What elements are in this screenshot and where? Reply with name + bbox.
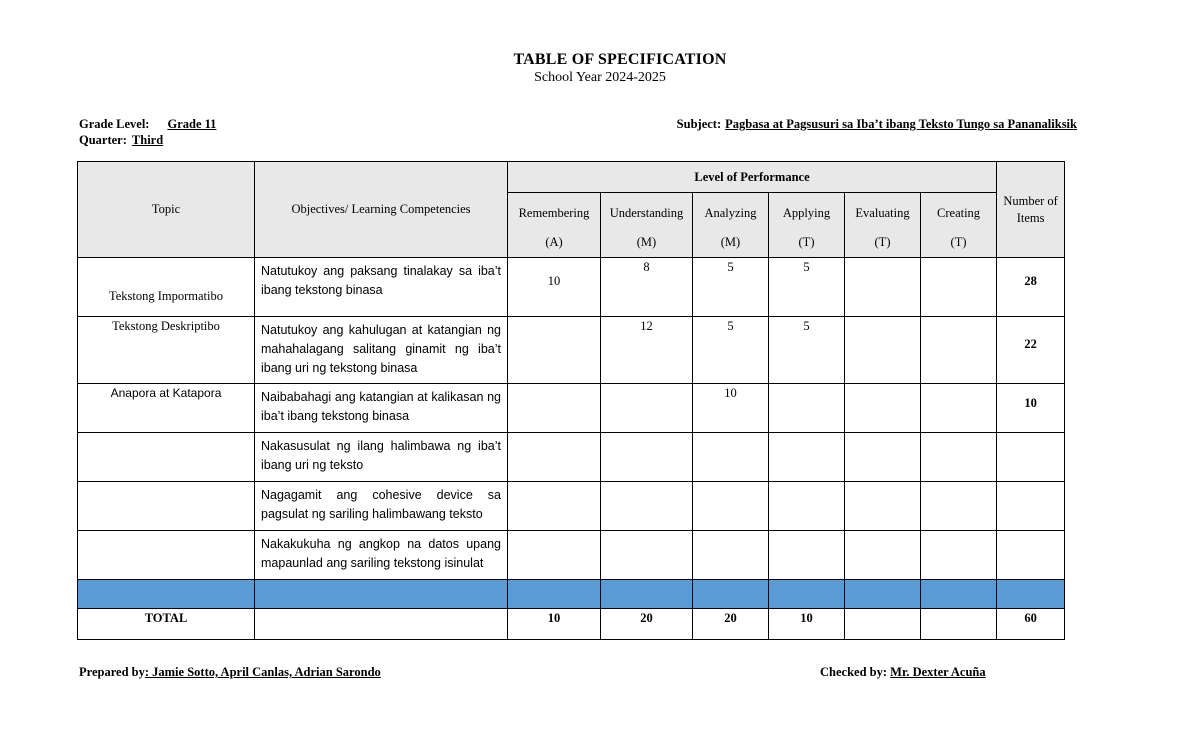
- row-value: [921, 433, 997, 482]
- row-value: [921, 482, 997, 531]
- row-value: [845, 258, 921, 317]
- row-value: [508, 384, 601, 433]
- row-value: 5: [769, 258, 845, 317]
- table-row: [78, 384, 1065, 433]
- row-value: [921, 258, 997, 317]
- row-value: 10: [693, 384, 769, 433]
- quarter-label: Quarter:: [79, 133, 127, 147]
- row-objective: Nakakukuha ng angkop na datos upang mapaunlad ang sariling tekstong isinulat: [255, 531, 508, 580]
- grade-level-label: Grade Level:: [79, 117, 150, 131]
- row-value: [601, 482, 693, 531]
- specification-table: [77, 161, 1065, 640]
- row-value: [508, 531, 601, 580]
- prepared-by-label: Prepared by: [79, 665, 145, 679]
- total-value: [845, 609, 921, 640]
- row-value: [508, 317, 601, 384]
- row-value: [601, 384, 693, 433]
- row-value: [845, 433, 921, 482]
- row-value: [845, 317, 921, 384]
- row-value: [769, 531, 845, 580]
- row-value: [921, 384, 997, 433]
- prepared-by: [79, 665, 381, 680]
- row-value: [693, 531, 769, 580]
- row-objective: Natutukoy ang kahulugan at katangian ng mahahalagang salitang ginamit ng iba’t ibang uri ng tekstong binasa: [255, 317, 508, 384]
- row-value: 12: [601, 317, 693, 384]
- grade-level: [79, 117, 234, 132]
- level-analyzing: Analyzing (M): [693, 193, 769, 258]
- subject-value: Pagbasa at Pagsusuri sa Iba’t ibang Teksto Tungo sa Pananaliksik: [725, 117, 1077, 131]
- total-value: 10: [508, 609, 601, 640]
- separator-row: [78, 580, 1065, 609]
- row-value: [769, 482, 845, 531]
- row-value: 10: [508, 258, 601, 317]
- row-value: [921, 317, 997, 384]
- row-objective: Natutukoy ang paksang tinalakay sa iba’t ibang tekstong binasa: [255, 258, 508, 317]
- row-objective: Nagagamit ang cohesive device sa pagsulat ng sariling halimbawang teksto: [255, 482, 508, 531]
- table-row: [78, 531, 1065, 580]
- row-value: [601, 531, 693, 580]
- row-value: 5: [769, 317, 845, 384]
- total-value: 10: [769, 609, 845, 640]
- quarter-value: Third: [131, 133, 164, 147]
- row-value: [693, 482, 769, 531]
- row-value: [921, 531, 997, 580]
- row-topic: [78, 433, 255, 482]
- row-value: [508, 482, 601, 531]
- row-total: 28: [997, 258, 1065, 317]
- row-value: 5: [693, 317, 769, 384]
- row-value: [845, 384, 921, 433]
- row-value: [845, 531, 921, 580]
- total-label: TOTAL: [78, 609, 255, 640]
- row-topic: [78, 531, 255, 580]
- total-objective-cell: [255, 609, 508, 640]
- header-number-of-items: Number of Items: [997, 162, 1065, 258]
- total-value: [921, 609, 997, 640]
- level-evaluating: Evaluating (T): [845, 193, 921, 258]
- table-row: [78, 433, 1065, 482]
- row-topic: Tekstong Impormatibo: [78, 258, 255, 317]
- subject: [677, 117, 1077, 132]
- row-total: [997, 531, 1065, 580]
- table-row: [78, 258, 1065, 317]
- row-total: 22: [997, 317, 1065, 384]
- row-value: [508, 433, 601, 482]
- table-row: [78, 482, 1065, 531]
- row-total: [997, 482, 1065, 531]
- header-objectives: Objectives/ Learning Competencies: [255, 162, 508, 258]
- level-understanding: Understanding (M): [601, 193, 693, 258]
- total-value: 20: [601, 609, 693, 640]
- row-total: [997, 433, 1065, 482]
- row-total: 10: [997, 384, 1065, 433]
- row-value: [845, 482, 921, 531]
- level-remembering: Remembering (A): [508, 193, 601, 258]
- document-title: TABLE OF SPECIFICATION: [513, 51, 727, 68]
- level-applying: Applying (T): [769, 193, 845, 258]
- table-row: [78, 317, 1065, 384]
- school-year: School Year 2024-2025: [534, 70, 666, 85]
- quarter: [79, 133, 173, 148]
- row-topic: [78, 482, 255, 531]
- row-topic: Anapora at Katapora: [78, 384, 255, 433]
- header-level-of-performance: Level of Performance: [508, 162, 997, 193]
- row-topic: Tekstong Deskriptibo: [78, 317, 255, 384]
- row-value: [601, 433, 693, 482]
- row-objective: Nakasusulat ng ilang halimbawa ng iba’t ibang uri ng teksto: [255, 433, 508, 482]
- checked-by-value: Mr. Dexter Acuña: [890, 665, 986, 679]
- grand-total: 60: [997, 609, 1065, 640]
- row-objective: Naibabahagi ang katangian at kalikasan ng iba’t ibang tekstong binasa: [255, 384, 508, 433]
- subject-label: Subject:: [676, 117, 722, 131]
- row-value: 5: [693, 258, 769, 317]
- header-topic: Topic: [78, 162, 255, 258]
- grade-level-value: Grade 11: [167, 117, 217, 131]
- total-value: 20: [693, 609, 769, 640]
- total-row: [78, 609, 1065, 640]
- row-value: [769, 384, 845, 433]
- checked-by: [820, 665, 986, 680]
- checked-by-label: Checked by:: [820, 665, 888, 679]
- level-creating: Creating (T): [921, 193, 997, 258]
- row-value: 8: [601, 258, 693, 317]
- row-value: [693, 433, 769, 482]
- prepared-by-value: : Jamie Sotto, April Canlas, Adrian Sarondo: [144, 665, 381, 679]
- row-value: [769, 433, 845, 482]
